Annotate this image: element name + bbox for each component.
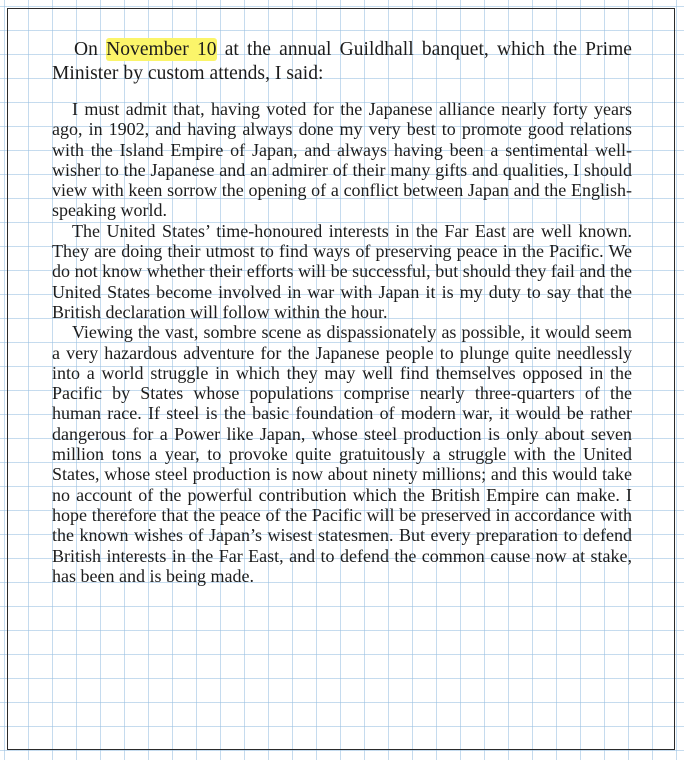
quote-paragraph-2: The United States’ time-honoured interests in the Far East are well known. They are doing their utmost to find ways of preserving peace in the Pacific. We do not know whether their efforts will be successful, but should they fail and the United States become involved in war with Japan it is my duty to say that the British declaration will follow within the hour. xyxy=(52,220,632,322)
quote-paragraph-1: I must admit that, having voted for the Japanese alliance nearly forty years ago, in 1902, and having always done my very best to promote good relations with the Island Empire of Japan, and always having been a sentimental well-wisher to the Japanese and an admirer of their many gifts and qualities, I should view with keen sorrow the opening of a conflict between Japan and the English-speaking world. xyxy=(52,99,632,221)
intro-suffix: at the annual Guildhall banquet, which the Prime Minister by custom attends, I said: xyxy=(52,39,633,84)
highlighted-date: November 10 xyxy=(106,39,217,60)
intro-paragraph xyxy=(52,38,632,86)
document-text xyxy=(52,38,632,586)
quote-paragraph-3: Viewing the vast, sombre scene as dispassionately as possible, it would seem a very hazardous adventure for the Japanese people to plunge quite needlessly into a world struggle in which they may well find themselves opposed in the Pacific by States whose populations comprise nearly three-quarters of the human race. If steel is the basic foundation of modern war, it would be rather dangerous for a Power like Japan, whose steel production is only about seven million tons a year, to provoke quite gratuitously a struggle with the United States, whose steel production is now about ninety millions; and this would take no account of the powerful contribution which the British Empire can make. I hope therefore that the peace of the Pacific will be preserved in accordance with the known wishes of Japan’s wisest statesmen. But every preparation to defend British interests in the Far East, and to defend the common cause now at stake, has been and is being made. xyxy=(52,322,632,586)
intro-prefix: On xyxy=(74,39,107,60)
speech-quote xyxy=(52,99,632,586)
